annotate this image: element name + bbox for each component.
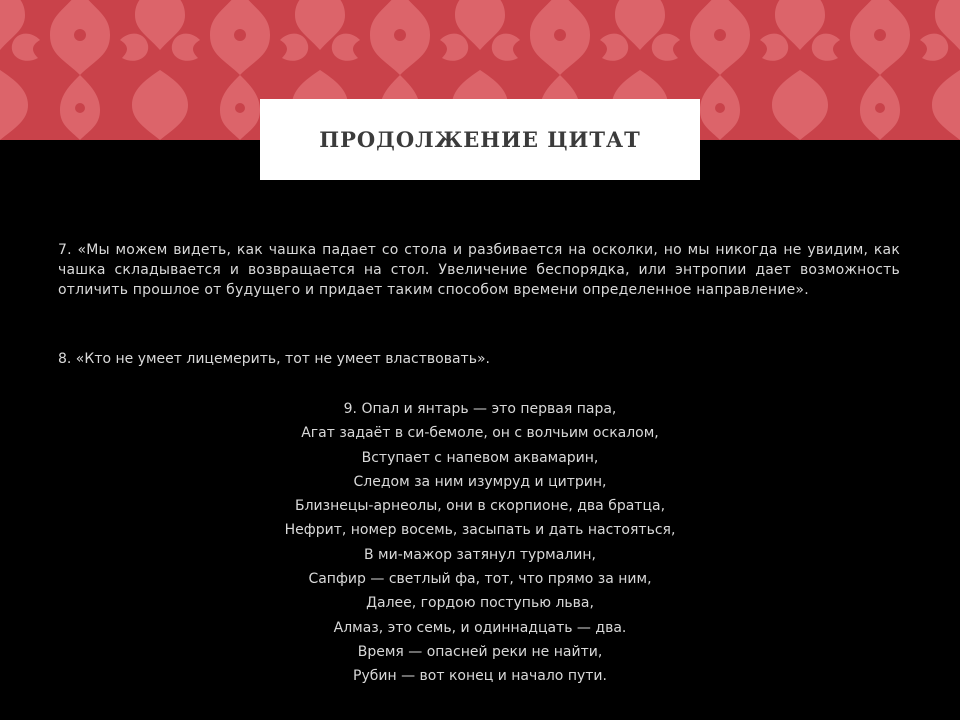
poem-line: Агат задаёт в си-бемоле, он с волчьим оскалом, — [301, 425, 659, 442]
quote-8: 8. «Кто не умеет лицемерить, тот не умеет властвовать». — [58, 351, 490, 367]
poem-line: Сапфир — светлый фа, тот, что прямо за ним, — [308, 571, 652, 588]
poem-line: Нефрит, номер восемь, засыпать и дать настояться, — [284, 522, 676, 539]
poem — [180, 397, 780, 689]
slide-title: ПРОДОЛЖЕНИЕ ЦИТАТ — [319, 127, 641, 152]
poem-line: 9. Опал и янтарь — это первая пара, — [343, 401, 617, 417]
poem-line: Алмаз, это семь, и одиннадцать — два. — [333, 619, 627, 636]
poem-line: В ми-мажор затянул турмалин, — [364, 546, 596, 563]
poem-line: Следом за ним изумруд и цитрин, — [353, 473, 607, 490]
poem-line: Время — опасней реки не найти, — [357, 643, 603, 660]
title-box — [260, 99, 700, 180]
poem-line: Рубин — вот конец и начало пути. — [353, 668, 607, 685]
quote-7: 7. «Мы можем видеть, как чашка падает со стола и разбивается на осколки, но мы никогда не увидим, как чашка складывается и возвращается на стол. Увеличение беспорядка, или энтропии дает возможность отличить прошлое от будущего и придает таким способом времени определенное направление». — [58, 242, 900, 298]
poem-line: Далее, гордою поступью льва, — [366, 595, 594, 612]
poem-line: Близнецы-арнеолы, они в скорпионе, два братца, — [294, 498, 666, 515]
poem-line: Вступает с напевом аквамарин, — [361, 449, 599, 466]
